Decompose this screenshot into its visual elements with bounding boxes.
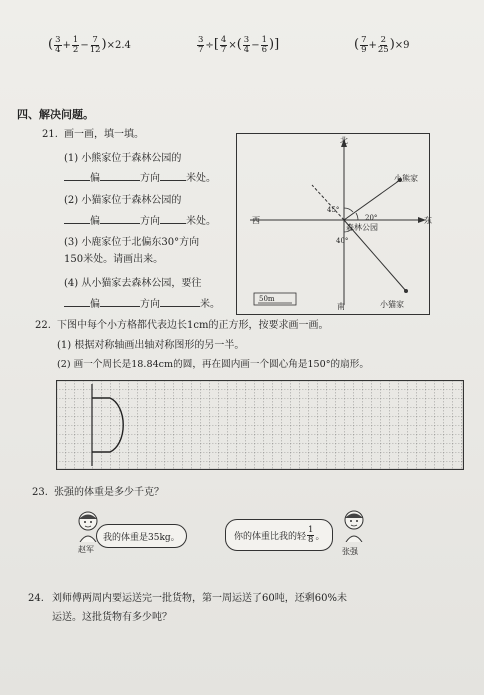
map-bear-home-label: 小熊家 — [394, 174, 418, 183]
map-north-label: 北 — [340, 136, 348, 145]
q23-number: 23. — [32, 487, 48, 498]
dot-grid — [56, 380, 464, 470]
map-angle-20: 20° — [365, 214, 378, 222]
expression-1: ( $\frac{3}{4}$ + $\frac{1}{2}$ − $\frac{7}{12}$ )×2.4 — [48, 35, 131, 55]
q21-title: 画一画，填一填。 — [64, 129, 144, 140]
q21-part2-line1: (2) 小猫家位于森林公园的 — [64, 195, 182, 206]
q21-part4-line2: 偏 方向 米。 — [64, 296, 220, 312]
q22-part2: (2) 画一个周长是18.84cm的圆，再在圆内画一个圆心角是150°的扇形。 — [57, 359, 369, 370]
q21-part3-line1: (3) 小鹿家位于北偏东30°方向 — [64, 237, 200, 248]
q24-line2: 运送。这批货物有多少吨？ — [52, 612, 172, 623]
map-south-label: 南 — [337, 302, 345, 311]
map-park-label: 森林公园 — [346, 223, 378, 232]
map-angle-40: 40° — [336, 237, 349, 245]
zhangqiang-speech-text: 你的体重比我的轻 — [234, 531, 307, 542]
q23-title: 张强的体重是多少千克？ — [54, 487, 164, 498]
expression-3: ( $\frac{7}{9}$ + $\frac{2}{25}$ )×9 — [354, 35, 410, 55]
map-scale-label: 50m — [259, 295, 275, 303]
cat-home-dot — [404, 289, 408, 293]
zhangqiang-avatar — [340, 508, 368, 542]
map-angle-45: 45° — [327, 206, 340, 214]
q22-title: 下图中每个小方格都代表边长1cm的正方形，按要求画一画。 — [57, 320, 329, 331]
zhaojun-name: 赵军 — [78, 545, 94, 554]
map-west-label: 西 — [252, 216, 260, 225]
q24-number: 24. — [28, 593, 44, 604]
expression-1-tail: ×2.4 — [106, 40, 131, 51]
direction-map — [236, 133, 430, 315]
zhangqiang-speech-bubble: 你的体重比我的轻 $\frac{1}{8}$ 。 — [225, 519, 333, 551]
zhangqiang-speech-fraction: $\frac{1}{8}$ — [308, 524, 314, 545]
zhaojun-speech-text: 我的体重是35kg。 — [103, 532, 180, 543]
q22-number: 22. — [35, 320, 51, 331]
q21-part1-line2: 偏 方向 米处。 — [64, 170, 216, 186]
q24-line1: 刘师傅两周内要运送完一批货物，第一周运送了60吨，还剩60%未 — [52, 593, 347, 604]
map-east-label: 东 — [424, 216, 432, 225]
q21-number: 21. — [42, 129, 58, 140]
zhaojun-speech-bubble — [96, 524, 187, 548]
q21-part2-line2: 偏 方向 米处。 — [64, 213, 216, 229]
q21-part3-line2: 150米处。请画出来。 — [64, 254, 164, 265]
section-title: 四、解决问题。 — [17, 108, 94, 121]
zhangqiang-name: 张强 — [342, 547, 358, 556]
q21-part4-line1: (4) 从小猫家去森林公园，要往 — [64, 278, 202, 289]
map-cat-home-label: 小猫家 — [380, 300, 404, 309]
q22-part1: (1) 根据对称轴画出轴对称图形的另一半。 — [57, 340, 245, 351]
expression-2: $\frac{3}{7}$ ÷[ $\frac{4}{7}$ ×( $\frac{3}{4}$ − $\frac{1}{6}$ )] — [198, 35, 280, 55]
q21-part1-line1: (1) 小熊家位于森林公园的 — [64, 153, 182, 164]
